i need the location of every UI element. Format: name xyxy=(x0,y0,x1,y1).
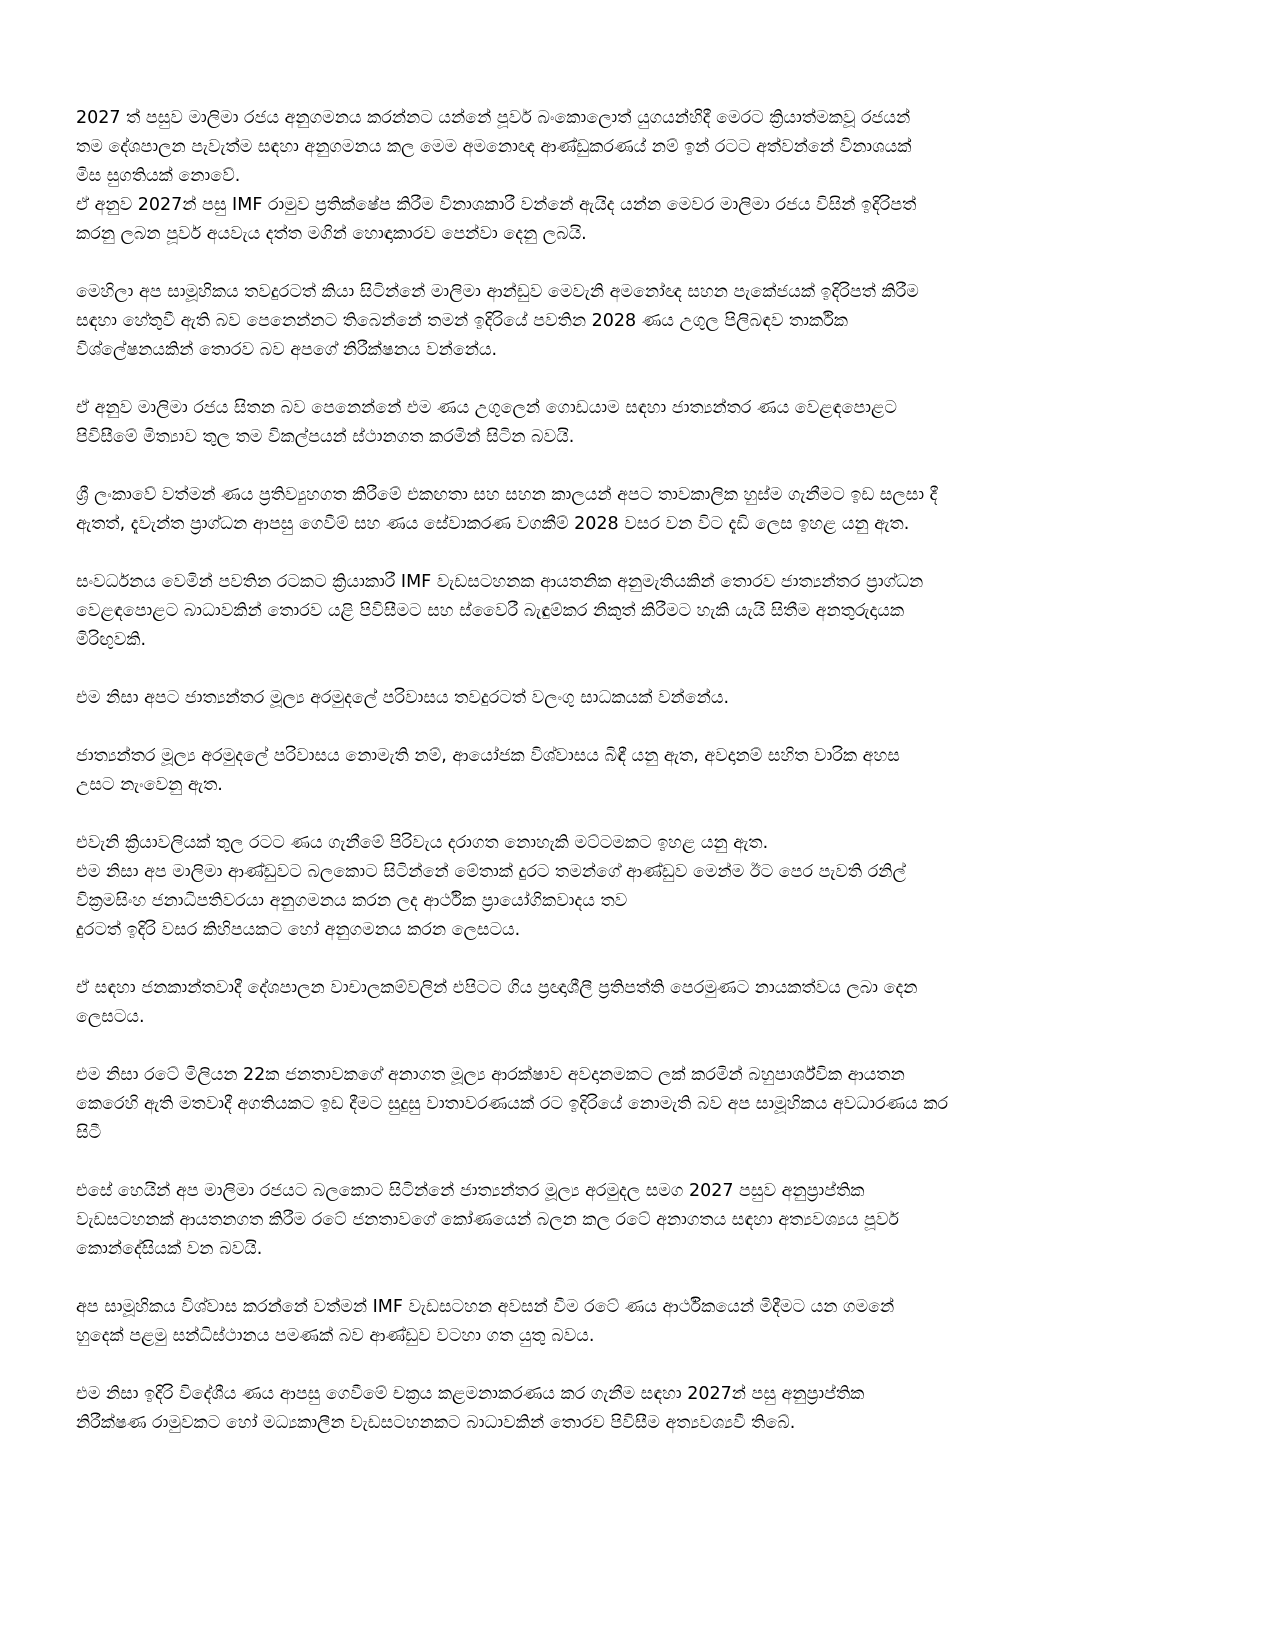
text-line: උසට නැංවෙනු ඇත. xyxy=(76,775,223,795)
text-line: ලෙසටය. xyxy=(76,1007,145,1027)
text-line: ජාත්‍යන්තර මූල්‍ය අරමුදලේ පරිවාසය නොමැති නම්, ආයෝජක විශ්වාසය බිඳී යනු ඇත, අවදානම් සහිත වාරික අහස xyxy=(76,746,900,766)
text-line: කොන්දේසියක් වන බවයි. xyxy=(76,1239,263,1259)
paragraph xyxy=(76,394,1192,452)
text-line: සඳහා හේතුවී ඇති බව පෙනෙන්නට තිබෙන්නේ තමන් ඉදිරියේ පවතින 2028 ණය උගුල පිලිබඳව තාර්කික xyxy=(76,311,849,331)
text-line: 2027 ත් පසුව මාලිමා රජය අනුගමනය කරන්නට යන්නේ පූර්ව බංකොලොත් යුගයන්හිදී මෙරට ක්‍රියාත්මකවූ රජයන් xyxy=(76,108,911,128)
text-line: හුදෙක් පළමු සන්ධිස්ථානය පමණක් බව ආණ්ඩුව වටහා ගත යුතු බවය. xyxy=(76,1326,595,1346)
text-line: පිවිසීමේ මිත්‍යාව තුල තම විකල්පයන් ස්ථානගත කරමින් සිටින බවයි. xyxy=(76,427,575,447)
text-line: එසේ හෙයින් අප මාලිමා රජයට බලකොට සිටින්නේ ජාත්‍යන්තර මූල්‍ය අරමුදල සමග 2027 පසුව අනුප්‍රාප්තික xyxy=(76,1181,865,1201)
paragraph xyxy=(76,278,1192,365)
paragraph xyxy=(76,829,1192,945)
text-line: එම නිසා අප මාලිමා ආණ්ඩුවට බලකොට සිටින්නේ මේතාක් දුරට තමන්ගේ ආණ්ඩුව මෙන්ම ඊට පෙර පැවති රනිල් xyxy=(76,862,906,882)
text-line: එම නිසා අපට ජාත්‍යන්තර මූල්‍ය අරමුදලේ පරිවාසය තවදුරටත් වලංගු සාධකයක් වන්නේය. xyxy=(76,688,730,708)
text-line: මිස සුගතියක් නොවේ. xyxy=(76,166,241,186)
text-line: එම නිසා ඉදිරි විදේශීය ණය ආපසු ගෙවීමේ චක්‍රය කළමනාකරණය කර ගැනීම සඳහා 2027න් පසු අනුප්‍රාප්තික xyxy=(76,1384,865,1404)
text-line: දුරටත් ඉදිරි වසර කිහිපයකට හෝ අනුගමනය කරන ලෙසටය. xyxy=(76,920,521,940)
paragraph xyxy=(76,1293,1192,1351)
paragraph xyxy=(76,1177,1192,1264)
text-line: සිටී xyxy=(76,1123,102,1143)
paragraph xyxy=(76,1061,1192,1148)
text-line: මෙහිලා අප සාමූහිකය තවදුරටත් කියා සිටින්නේ මාලිමා ආන්ඩුව මෙවැනි අමනෝඥ සහන පැකේජයක් ඉදිරිපත් කිරීම xyxy=(76,282,919,302)
paragraph xyxy=(76,104,1192,249)
text-line: අප සාමූහිකය විශ්වාස කරන්නේ වත්මන් IMF වැඩසටහන අවසන් වීම රටේ ණය ආර්ථිකයෙන් මිදීමට යන ගමනේ xyxy=(76,1297,895,1317)
text-line: ශ්‍රී ලංකාවේ වත්මන් ණය ප්‍රතිව්‍යුහගත කිරීමේ එකඟතා සහ සහන කාලයන් අපට තාවකාලික හුස්ම ගැනීමට ඉඩ සලසා දී xyxy=(76,485,938,505)
text-line: නිරීක්ෂණ රාමුවකට හෝ මධ්‍යකාලීන වැඩසටහනකට බාධාවකින් තොරව පිවිසීම අත්‍යවශ්‍යවී තිබේ. xyxy=(76,1413,796,1433)
paragraph xyxy=(76,1380,1192,1438)
text-line: ඒ සඳහා ජනකාන්තවාදී දේශපාලන වාචාලකම්වලින් එපිටට ගිය ප්‍රඥාශීලී ප්‍රතිපත්ති පෙරමුණට නායකත්වය ලබා දෙන xyxy=(76,978,918,998)
text-line: විශ්ලේෂනයකින් තොරව බව අපගේ නිරීක්ෂනය වන්නේය. xyxy=(76,340,498,360)
paragraph xyxy=(76,684,1192,713)
text-line: කරනු ලබන පූර්ව අයවැය දත්ත මගින් හොඳාකාරව පෙන්වා දෙනු ලබයි. xyxy=(76,224,587,244)
text-line: ඒ අනුව මාලිමා රජය සිතන බව පෙනෙන්නේ එම ණය උගුලෙන් ගොඩයාම සඳහා ජාත්‍යන්තර ණය වෙළඳපොළට xyxy=(76,398,897,418)
text-line: එම නිසා රටේ මිලියන 22ක ජනතාවකගේ අනාගත මූල්‍ය ආරක්ෂාව අවදානමකට ලක් කරමින් බහුපාර්ශ්වික ආයතන xyxy=(76,1065,905,1085)
text-line: තම දේශපාලන පැවැත්ම සඳහා අනුගමනය කල මෙම අමනොඥ ආණ්ඩුකරණය් නම් ඉන් රටට අත්වන්නේ විනාශයක් xyxy=(76,137,912,157)
text-line: මිරිඟුවකි. xyxy=(76,630,147,650)
text-line: ඇතත්, දැවැන්ත ප්‍රාග්ධන ආපසු ගෙවීම් සහ ණය සේවාකරණ වගකීම් 2028 වසර වන විට දැඩි ලෙස ඉහළ යනු ඇත. xyxy=(76,514,910,534)
paragraph xyxy=(76,568,1192,655)
document-body xyxy=(76,104,1192,1467)
text-line: වැඩසටහනක් ආයතනගත කිරීම රටේ ජනතාවගේ කෝණයෙන් බලන කල රටේ අනාගතය සඳහා අත්‍යවශ්‍යය පූර්ව xyxy=(76,1210,899,1230)
paragraph xyxy=(76,481,1192,539)
paragraph xyxy=(76,974,1192,1032)
text-line: වික්‍රමසිංහ ජනාධිපතිවරයා අනුගමනය කරන ලද ආර්ථික ප්‍රායෝගිකවාදය තව xyxy=(76,891,628,911)
text-line: වෙළඳපොළට බාධාවකින් තොරව යළි පිවිසීමට සහ ස්වෛරී බැඳුම්කර නිකුත් කිරීමට හැකි යැයි සිතීම අනතුරුදායක xyxy=(76,601,905,621)
text-line: සංවර්ධනය වෙමින් පවතින රටකට ක්‍රියාකාරී IMF වැඩසටහනක ආයතනික අනුමැතියකින් තොරව ජාත්‍යන්තර ප්‍රාග්ධන xyxy=(76,572,924,592)
text-line: කෙරෙහි ඇති මතවාදී අගතියකට ඉඩ දීමට සුදුසු වාතාවරණයක් රට ඉදිරියේ නොමැති බව අප සාමූහිකය අවධාරණය කර xyxy=(76,1094,949,1114)
text-line: එවැනි ක්‍රියාවලියක් තුල රටට ණය ගැනීමේ පිරිවැය දරාගත නොහැකි මට්ටමකට ඉහළ යනු ඇත. xyxy=(76,833,769,853)
paragraph xyxy=(76,742,1192,800)
text-line: ඒ අනුව 2027න් පසු IMF රාමුව ප්‍රතික්ෂේප කිරීම විනාශකාරී වන්නේ ඇයිද යන්න මෙවර මාලිමා රජය විසින් ඉදිරිපත් xyxy=(76,195,917,215)
